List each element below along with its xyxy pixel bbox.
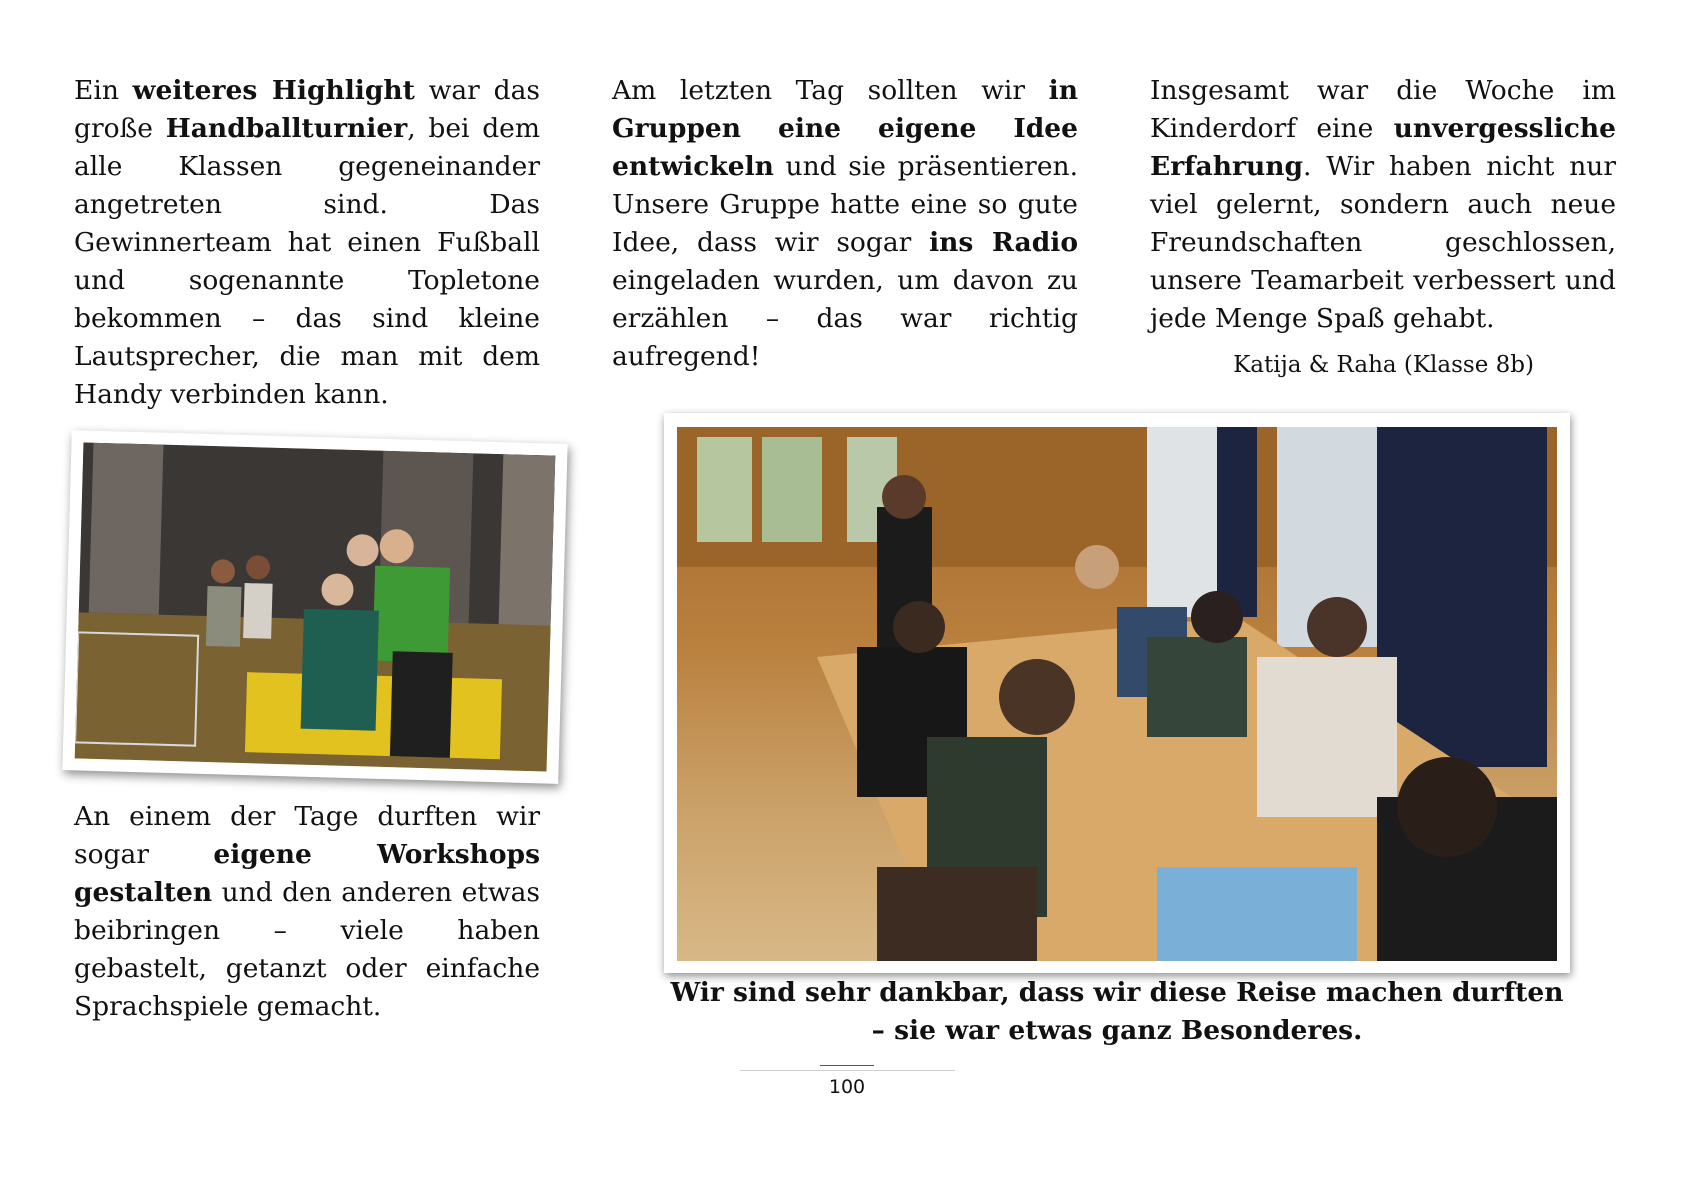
column-2-text (612, 72, 1078, 376)
workshops-text (74, 798, 540, 1026)
footer-divider (740, 1070, 955, 1071)
photo-caption: Wir sind sehr dankbar, dass wir diese Reise machen durften – sie war etwas ganz Besonderes. (670, 977, 1564, 1046)
summary-paragraph: Insgesamt war die Woche im Kinderdorf eine unvergessliche Erfahrung. Wir haben nicht nur viel gelernt, sondern auch neue Freundschaften geschlossen, unsere Teamarbeit verbessert und jede Menge Spaß gehabt. (1150, 75, 1616, 334)
radio-paragraph: Am letzten Tag sollten wir in Gruppen eine eigene Idee entwickeln und sie präsentieren. Unsere Gruppe hatte eine so gute Idee, dass wir sogar ins Radio eingeladen wurden, um davon zu erzählen – das war richtig aufregend! (612, 75, 1078, 372)
workshop-group-photo-image (677, 427, 1557, 961)
column-3-text (1150, 72, 1616, 338)
footer-mark (820, 1065, 874, 1066)
page-number: 100 (828, 1076, 866, 1098)
handball-paragraph: Ein weiteres Highlight war das große Handballturnier, bei dem alle Klassen gegeneinander angetreten sind. Das Gewinnerteam hat einen Fußball und sogenannte Topletone bekommen – das sind kleine Lautsprecher, die man mit dem Handy verbinden kann. (74, 75, 540, 410)
handball-team-photo-image (75, 442, 556, 771)
author-signature: Katija & Raha (Klasse 8b) (1233, 352, 1534, 378)
handball-team-photo (62, 430, 567, 784)
workshops-paragraph: An einem der Tage durften wir sogar eigene Workshops gestalten und den anderen etwas beibringen – viele haben gebastelt, getanzt oder einfache Sprachspiele gemacht. (74, 801, 540, 1022)
workshop-group-photo (664, 413, 1570, 973)
column-1-text (74, 72, 540, 414)
